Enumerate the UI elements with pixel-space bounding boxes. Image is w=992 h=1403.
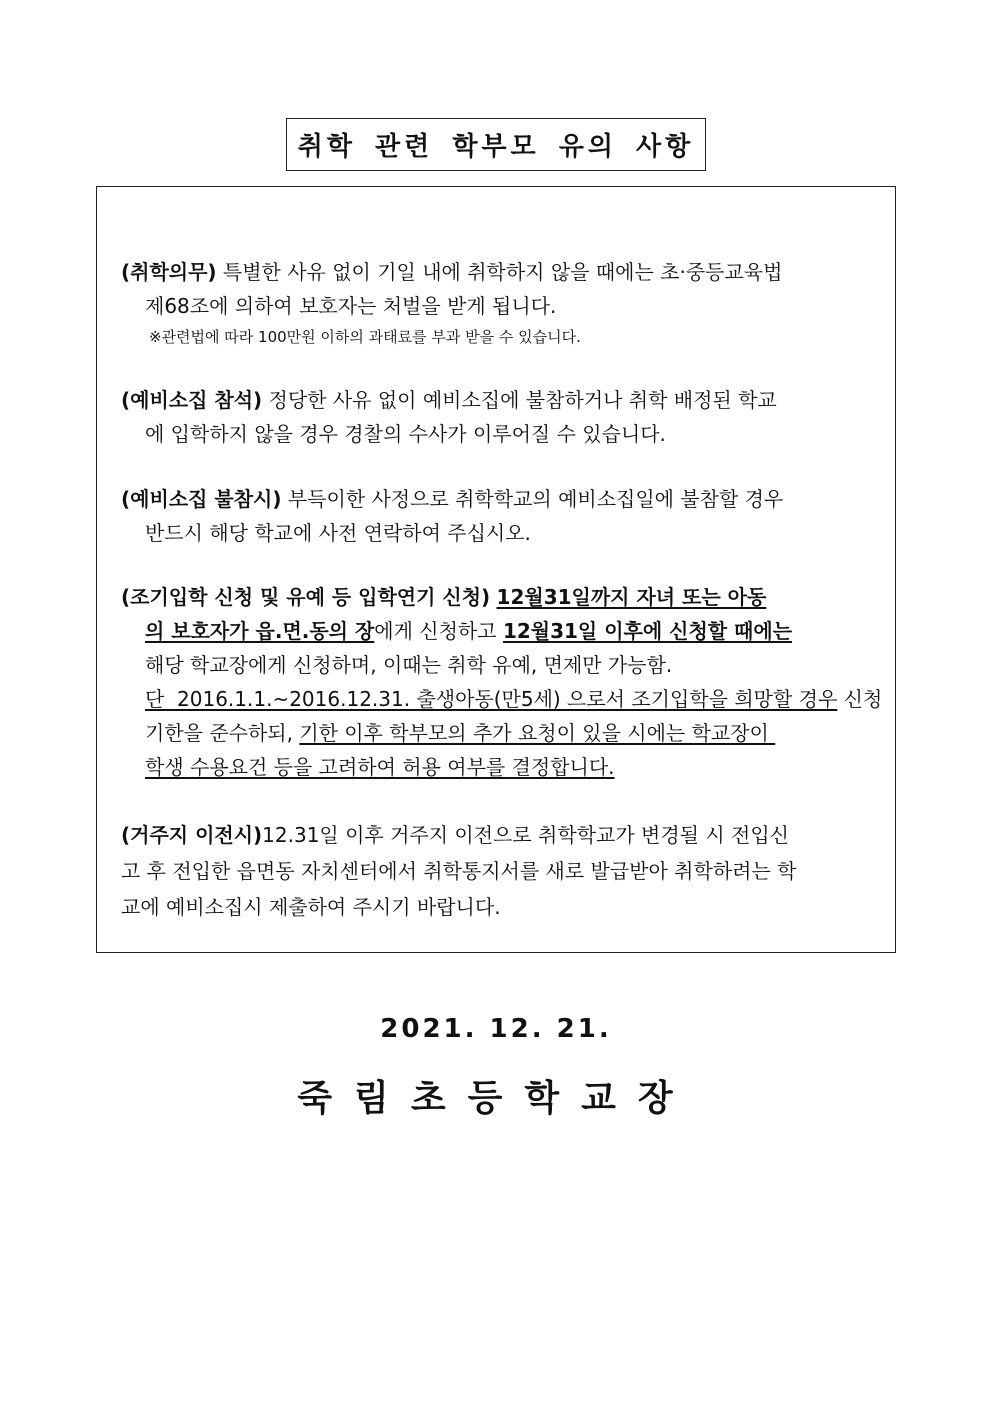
additional-request-text: 기한 이후 학부모의 추가 요청이 있을 시에는 학교장이 (299, 721, 776, 745)
issue-date: 2021. 12. 21. (380, 1014, 612, 1044)
section-heading: (예비소집 불참시) (121, 487, 282, 511)
early-entry-text: 단 2016.1.1.~2016.12.31. 출생아동(만5세) 으로서 조기입학을 희망할 경우 (145, 687, 838, 711)
section-text: 에게 신청하고 (374, 619, 503, 643)
section-text: 제68조에 의하여 보호자는 처벌을 받게 됩니다. (145, 294, 557, 318)
guardian-text: 의 보호자가 읍.면.동의 장 (145, 619, 375, 643)
signature: 죽림초등학교장 (297, 1078, 695, 1119)
section-relocation (121, 817, 877, 925)
section-enrollment-duty (121, 255, 877, 351)
section-text: 신청 (837, 687, 883, 711)
decision-text: 학생 수용요건 등을 고려하여 허용 여부를 결정합니다. (145, 755, 615, 779)
after-deadline-text: 12월31일 이후에 신청할 때에는 (502, 619, 793, 643)
page-title: 취학 관련 학부모 유의 사항 (286, 118, 706, 171)
section-text: 특별한 사유 없이 기일 내에 취학하지 않을 때에는 초·중등교육법 (216, 260, 783, 284)
legal-note: ※관련법에 따라 100만원 이하의 과태료를 부과 받을 수 있습니다. (149, 328, 581, 346)
deadline-text: 12월31일까지 자녀 또는 아동 (496, 585, 767, 609)
section-text: 교에 예비소집시 제출하여 주시기 바랍니다. (121, 895, 501, 919)
section-heading: (조기입학 신청 및 유예 등 입학연기 신청) (121, 585, 491, 609)
notice-box (96, 186, 896, 953)
section-text: 반드시 해당 학교에 사전 연락하여 주십시오. (145, 521, 531, 545)
section-text: 에 입학하지 않을 경우 경찰의 수사가 이루어질 수 있습니다. (145, 422, 666, 446)
section-heading: (예비소집 참석) (121, 388, 263, 412)
section-text: 부득이한 사정으로 취학학교의 예비소집일에 불참할 경우 (281, 487, 784, 511)
section-early-entry-deferral (121, 580, 883, 784)
section-text: 정당한 사유 없이 예비소집에 불참하거나 취학 배정된 학교 (262, 388, 777, 412)
section-text: 고 후 전입한 읍면동 자치센터에서 취학통지서를 새로 발급받아 취학하려는 학 (121, 859, 797, 883)
section-text: 기한을 준수하되, (145, 721, 300, 745)
section-heading: (거주지 이전시) (121, 823, 263, 847)
section-heading: (취학의무) (121, 260, 217, 284)
section-orientation-absence (121, 482, 877, 550)
section-text: 해당 학교장에게 신청하며, 이때는 취학 유예, 면제만 가능함. (145, 653, 673, 677)
section-text: 12.31일 이후 거주지 이전으로 취학학교가 변경될 시 전입신 (262, 823, 789, 847)
section-orientation-attendance (121, 383, 877, 451)
